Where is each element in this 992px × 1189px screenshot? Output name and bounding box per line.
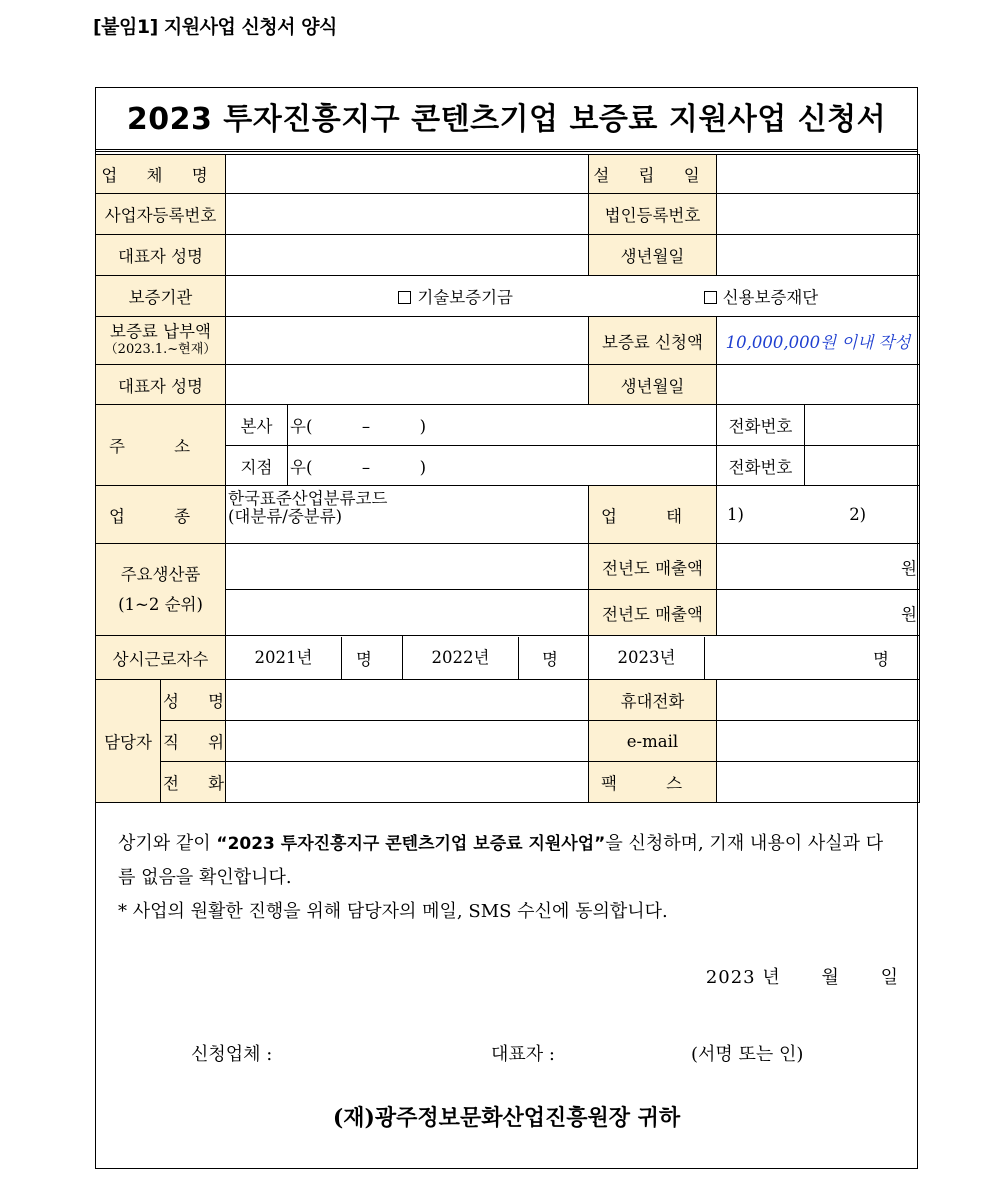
label-fax: 팩 스 — [589, 762, 717, 803]
branch-phone-field[interactable] — [805, 446, 920, 486]
rep-name-field[interactable] — [226, 235, 589, 276]
biz-reg-no-field[interactable] — [226, 194, 589, 235]
guarantee-option-credit[interactable]: 신용보증재단 — [518, 284, 818, 308]
fee-request-note[interactable]: 10,000,000원 이내 작성 — [717, 317, 920, 365]
declaration-section — [96, 803, 917, 1168]
label-manager: 담당자 — [96, 680, 161, 803]
birth-field-2[interactable] — [717, 365, 920, 405]
label-biz-reg-no: 사업자등록번호 — [96, 194, 226, 235]
industry-field[interactable]: 한국표준산업분류코드 (대분류/중분류) — [226, 486, 589, 544]
guarantee-org-field — [226, 276, 920, 317]
label-established: 설 립 일 — [589, 155, 717, 194]
label-fee-request: 보증료 신청액 — [589, 317, 717, 365]
manager-name-field[interactable] — [226, 680, 589, 721]
email-field[interactable] — [717, 721, 920, 762]
label-business-type: 업 태 — [589, 486, 717, 544]
form-title: 2023 투자진흥지구 콘텐츠기업 보증료 지원사업 신청서 — [96, 88, 917, 152]
checkbox-icon[interactable] — [398, 291, 411, 304]
label-branch: 지점 — [226, 446, 288, 486]
label-employees: 상시근로자수 — [96, 636, 226, 680]
fax-field[interactable] — [717, 762, 920, 803]
label-prev-sales-2: 전년도 매출액 — [589, 590, 717, 636]
form-table — [95, 154, 920, 803]
mobile-field[interactable] — [717, 680, 920, 721]
declaration-text: 상기와 같이 “2023 투자진흥지구 콘텐츠기업 보증료 지원사업”을 신청하며, 기재 내용이 사실과 다름 없음을 확인합니다. * 사업의 원활한 진행을 위해 담당자의 메일, SMS 수신에 동의합니다. — [118, 827, 898, 929]
label-rep-name-2: 대표자 성명 — [96, 365, 226, 405]
label-branch-phone: 전화번호 — [717, 446, 805, 486]
label-manager-position: 직 위 — [161, 721, 226, 762]
employees-2021[interactable]: 2021년 명 — [226, 636, 403, 680]
application-form — [95, 87, 918, 1169]
company-name-field[interactable] — [226, 155, 589, 194]
branch-address-field[interactable]: 우( – ) — [288, 446, 717, 486]
application-date: 2023 년 월 일 — [705, 967, 899, 988]
label-email: e-mail — [589, 721, 717, 762]
label-manager-name: 성 명 — [161, 680, 226, 721]
guarantee-option-tech[interactable]: 기술보증기금 — [228, 284, 513, 308]
hq-address-field[interactable]: 우( – ) — [288, 405, 717, 446]
label-birth-2: 생년월일 — [589, 365, 717, 405]
fee-paid-field[interactable] — [226, 317, 589, 365]
business-type-field[interactable]: 1) 2) — [717, 486, 920, 544]
employees-2023[interactable]: 2023년 명 — [589, 636, 920, 680]
hq-phone-field[interactable] — [805, 405, 920, 446]
prev-sales-field-2[interactable]: 원 — [717, 590, 920, 636]
addressee: (재)광주정보문화산업진흥원장 귀하 — [332, 1105, 681, 1131]
label-hq-phone: 전화번호 — [717, 405, 805, 446]
manager-phone-field[interactable] — [226, 762, 589, 803]
checkbox-icon[interactable] — [704, 291, 717, 304]
established-field[interactable] — [717, 155, 920, 194]
rep-name-field-2[interactable] — [226, 365, 589, 405]
manager-position-field[interactable] — [226, 721, 589, 762]
product-1-field[interactable] — [226, 544, 589, 590]
label-birth: 생년월일 — [589, 235, 717, 276]
birth-field[interactable] — [717, 235, 920, 276]
label-rep-name: 대표자 성명 — [96, 235, 226, 276]
label-hq: 본사 — [226, 405, 288, 446]
label-manager-phone: 전 화 — [161, 762, 226, 803]
label-prev-sales: 전년도 매출액 — [589, 544, 717, 590]
label-products: 주요생산품 (1~2 순위) — [96, 544, 226, 636]
label-guarantee-org: 보증기관 — [96, 276, 226, 317]
employees-2022[interactable]: 2022년 명 — [403, 636, 589, 680]
prev-sales-field[interactable]: 원 — [717, 544, 920, 590]
corp-reg-no-field[interactable] — [717, 194, 920, 235]
consent-text: * 사업의 원활한 진행을 위해 담당자의 메일, SMS 수신에 동의합니다. — [118, 901, 668, 922]
label-corp-reg-no: 법인등록번호 — [589, 194, 717, 235]
label-industry: 업 종 — [96, 486, 226, 544]
product-2-field[interactable] — [226, 590, 589, 636]
attachment-label: [붙임1] 지원사업 신청서 양식 — [93, 16, 337, 38]
label-fee-paid: 보증료 납부액 （2023.1.~현재） — [96, 317, 226, 365]
label-mobile: 휴대전화 — [589, 680, 717, 721]
label-company-name: 업 체 명 — [96, 155, 226, 194]
label-address: 주 소 — [96, 405, 226, 486]
representative-label: 대표자 : — [491, 1044, 555, 1065]
signature-label: (서명 또는 인) — [691, 1044, 804, 1065]
applicant-label: 신청업체 : — [191, 1044, 273, 1065]
